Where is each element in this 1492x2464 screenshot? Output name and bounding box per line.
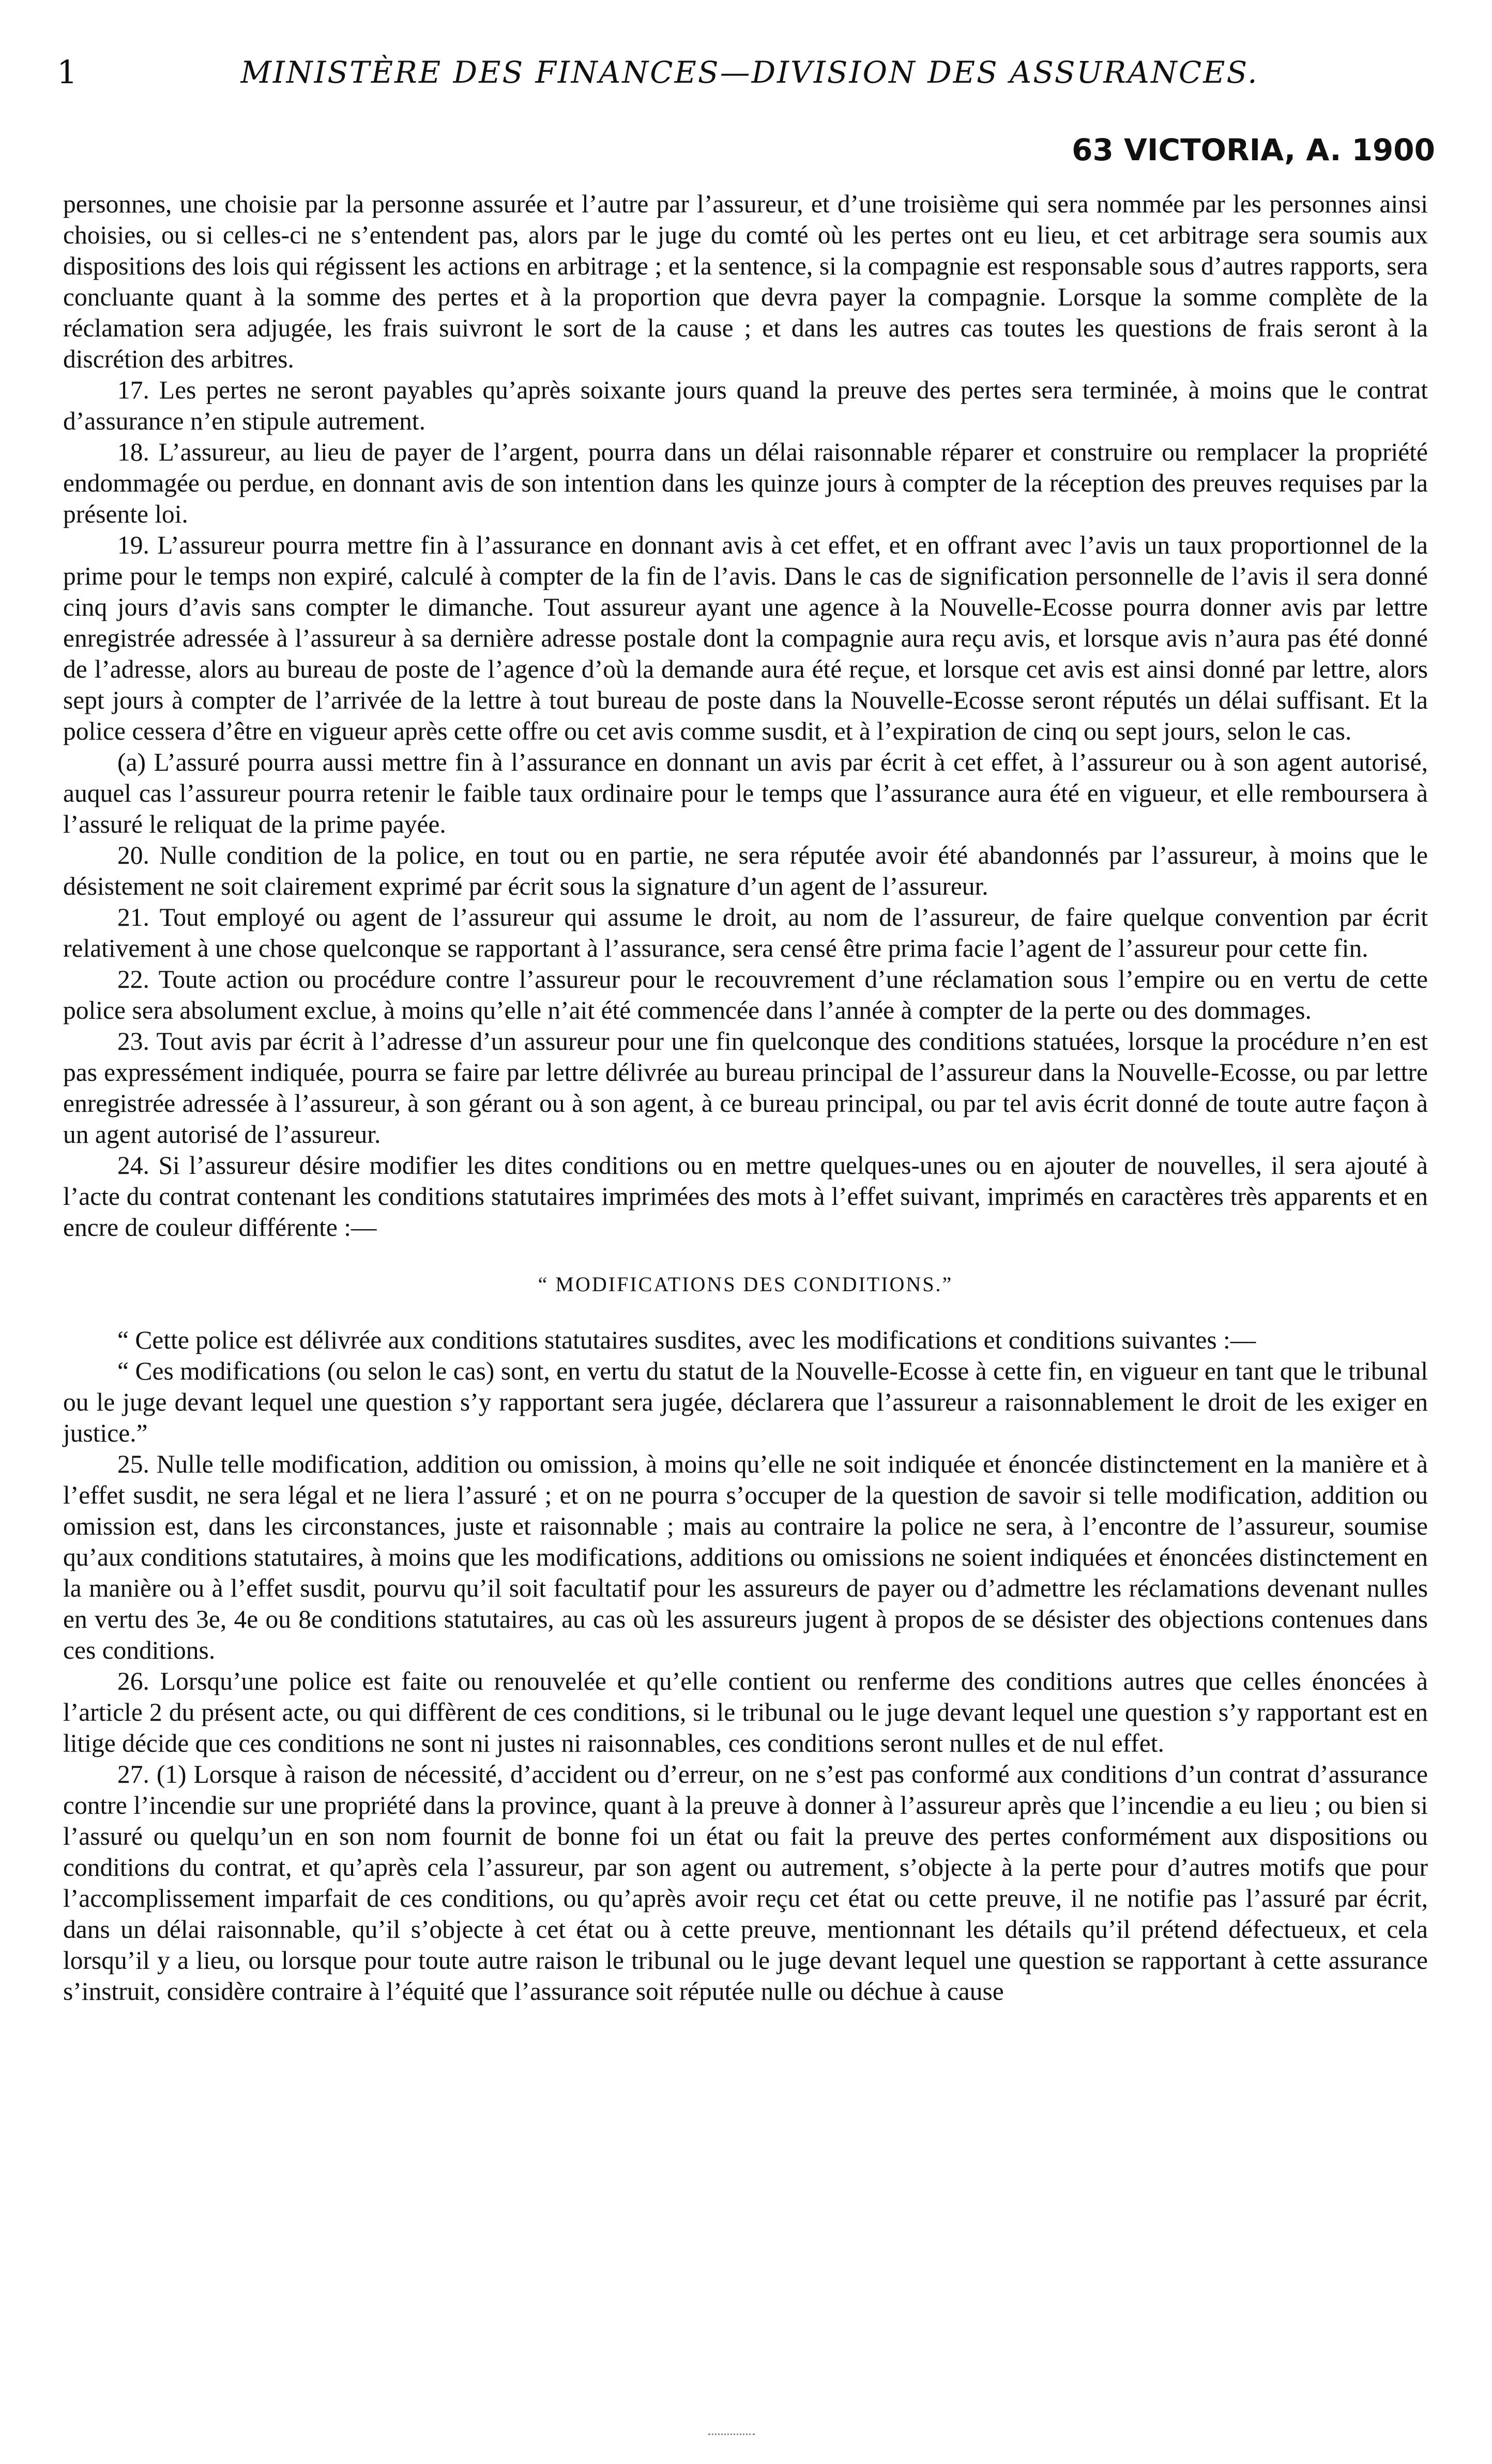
running-head — [57, 52, 1442, 109]
paragraph-article-19a: (a) L’assuré pourra aussi mettre fin à l’assurance en donnant un avis par écrit à cet effet, à l’assureur ou à son agent autorisé, auquel cas l’assureur pourra retenir le faible taux ordinaire pour le temps que l’assurance aura été en vigueur, et elle remboursera à l’assuré le reliquat de la prime payée. — [63, 748, 1428, 838]
paragraph-article-19: 19. L’assureur pourra mettre fin à l’assurance en donnant avis à cet effet, et en offrant avec l’avis un taux proportionnel de la prime pour le temps non expiré, calculé à compter de la fin de l’avis. Dans le cas de signification personnelle de l’avis il sera donné cinq jours d’avis sans compter le dimanche. Tout assureur ayant une agence à la Nouvelle-Ecosse pourra donner avis par lettre enregistrée adressée à l’assureur à sa dernière adresse postale dont la compagnie aura reçu avis, et lorsque avis n’aura pas été donné de l’adresse, alors au bureau de poste de l’agence d’où la demande aura été reçue, et lorsque cet avis est ainsi donné par lettre, alors sept jours à compter de l’arrivée de la lettre à tout bureau de poste dans la Nouvelle-Ecosse seront réputés un délai suffisant. Et la police cessera d’être en vigueur après cette offre ou cet avis comme susdit, et à l’expiration de cinq ou sept jours, selon le cas. — [63, 531, 1428, 745]
paragraph-article-25: 25. Nulle telle modification, addition ou omission, à moins qu’elle ne soit indiquée et énoncée distinctement en la manière et à l’effet susdit, ne sera légal et ne liera l’assuré ; et on ne pourra s’occuper de la question de savoir si telle modification, addition ou omission est, dans les circonstances, juste et raisonnable ; mais au contraire la police ne sera, à l’encontre de l’assureur, soumise qu’aux conditions statutaires, à moins que les modifications, additions ou omissions ne soient indiquées et énoncées distinctement en la manière ou à l’effet susdit, pourvu qu’il soit facultatif pour les assureurs de payer ou d’admettre les réclamations devenant nulles en vertu des 3e, 4e ou 8e conditions statutaires, au cas où les assureurs jugent à propos de se désister des objections contenues dans ces conditions. — [63, 1450, 1428, 1664]
running-title: MINISTÈRE DES FINANCES—DIVISION DES ASSURANCES. — [240, 55, 1259, 90]
paragraph-article-22: 22. Toute action ou procédure contre l’assureur pour le recouvrement d’une réclamation sous l’empire ou en vertu de cette police sera absolument exclue, à moins qu’elle n’ait été commencée dans l’année à compter de la perte ou des dommages. — [63, 965, 1428, 1024]
paragraph-quote-1: “ Cette police est délivrée aux conditions statutaires susdites, avec les modifications et conditions suivantes :— — [117, 1326, 1256, 1354]
paragraph-article-26: 26. Lorsqu’une police est faite ou renouvelée et qu’elle contient ou renferme des conditions autres que celles énoncées à l’article 2 du présent acte, ou qui diffèrent de ces conditions, si le tribunal ou le juge devant lequel une question s’y rapportant est en litige décide que ces conditions ne sont ni justes ni raisonnables, ces conditions seront nulles et de nul effet. — [63, 1667, 1428, 1757]
section-heading: “ MODIFICATIONS DES CONDITIONS.” — [538, 1273, 953, 1296]
paragraph-article-18: 18. L’assureur, au lieu de payer de l’argent, pourra dans un délai raisonnable réparer et construire ou remplacer la propriété endommagée ou perdue, en donnant avis de son intention dans les quinze jours à compter de la réception des preuves requises par la présente loi. — [63, 438, 1428, 528]
paragraph-continuation: personnes, une choisie par la personne assurée et l’autre par l’assureur, et d’une troisième qui sera nommée par les personnes ainsi choisies, ou si celles-ci ne s’entendent pas, alors par le juge du comté où les pertes ont eu lieu, et cet arbitrage sera soumis aux dispositions des lois qui régissent les actions en arbitrage ; et la sentence, si la compagnie est responsable sous d’autres rapports, sera concluante quant à la somme des pertes et à la proportion que devra payer la compagnie. Lorsque la somme complète de la réclamation sera adjugée, les frais suivront le sort de la cause ; et dans les autres cas toutes les questions de frais seront à la discrétion des arbitres. — [63, 190, 1428, 373]
body-text — [63, 189, 1428, 2007]
page-bottom-mark — [708, 2434, 755, 2437]
paragraph-quote-2: “ Ces modifications (ou selon le cas) sont, en vertu du statut de la Nouvelle-Ecosse à cette fin, en vigueur en tant que le tribunal ou le juge devant lequel une question s’y rapportant sera jugée, déclarera que l’assureur a raisonnablement le droit de les exiger en justice.” — [63, 1357, 1428, 1447]
paragraph-article-21: 21. Tout employé ou agent de l’assureur qui assume le droit, au nom de l’assureur, de faire quelque convention par écrit relativement à une chose quelconque se rapportant à l’assurance, sera censé être prima facie l’agent de l’assureur pour cette fin. — [63, 903, 1428, 962]
session-label: 63 VICTORIA, A. 1900 — [1072, 132, 1435, 167]
paragraph-article-24: 24. Si l’assureur désire modifier les dites conditions ou en mettre quelques-unes ou en ajouter de nouvelles, il sera ajouté à l’acte du contrat contenant les conditions statutaires imprimées des mots à l’effet suivant, imprimés en caractères très apparents et en encre de couleur différente :— — [63, 1151, 1428, 1242]
paragraph-article-27: 27. (1) Lorsque à raison de nécessité, d’accident ou d’erreur, on ne s’est pas conformé aux conditions d’un contrat d’assurance contre l’incendie sur une propriété dans la province, quant à la preuve à donner à l’assureur après que l’incendie a eu lieu ; ou bien si l’assuré ou quelqu’un en son nom fournit de bonne foi un état ou fait la preuve des pertes conformément aux dispositions ou conditions du contrat, et qu’après cela l’assureur, par son agent ou autrement, s’objecte à la perte pour d’autres motifs que pour l’accomplissement imparfait de ces conditions, ou qu’après avoir reçu cet état ou cette preuve, il ne notifie pas l’assuré par écrit, dans un délai raisonnable, qu’il s’objecte à cet état ou à cette preuve, mentionnant les détails qu’il prétend défectueux, et cela lorsqu’il y a lieu, ou lorsque pour toute autre raison le tribunal ou le juge devant lequel une question se rapportant à cette assurance s’instruit, considère contraire à l’équité que l’assurance soit réputée nulle ou déchue à cause — [63, 1760, 1428, 2006]
paragraph-article-23: 23. Tout avis par écrit à l’adresse d’un assureur pour une fin quelconque des conditions statuées, lorsque la procédure n’en est pas expressément indiquée, pourra se faire par lettre délivrée au bureau principal de l’assureur dans la Nouvelle-Ecosse, ou par lettre enregistrée adressée à l’assureur, à son gérant ou à son agent, à ce bureau principal, ou par tel avis écrit donné de toute autre façon à un agent autorisé de l’assureur. — [63, 1027, 1428, 1149]
page-number: 1 — [57, 53, 78, 91]
paragraph-article-17: 17. Les pertes ne seront payables qu’après soixante jours quand la preuve des pertes sera terminée, à moins que le contrat d’assurance n’en stipule autrement. — [63, 376, 1428, 435]
paragraph-article-20: 20. Nulle condition de la police, en tout ou en partie, ne sera réputée avoir été abandonnés par l’assureur, à moins que le désistement ne soit clairement exprimé par écrit sous la signature d’un agent de l’assureur. — [63, 841, 1428, 900]
